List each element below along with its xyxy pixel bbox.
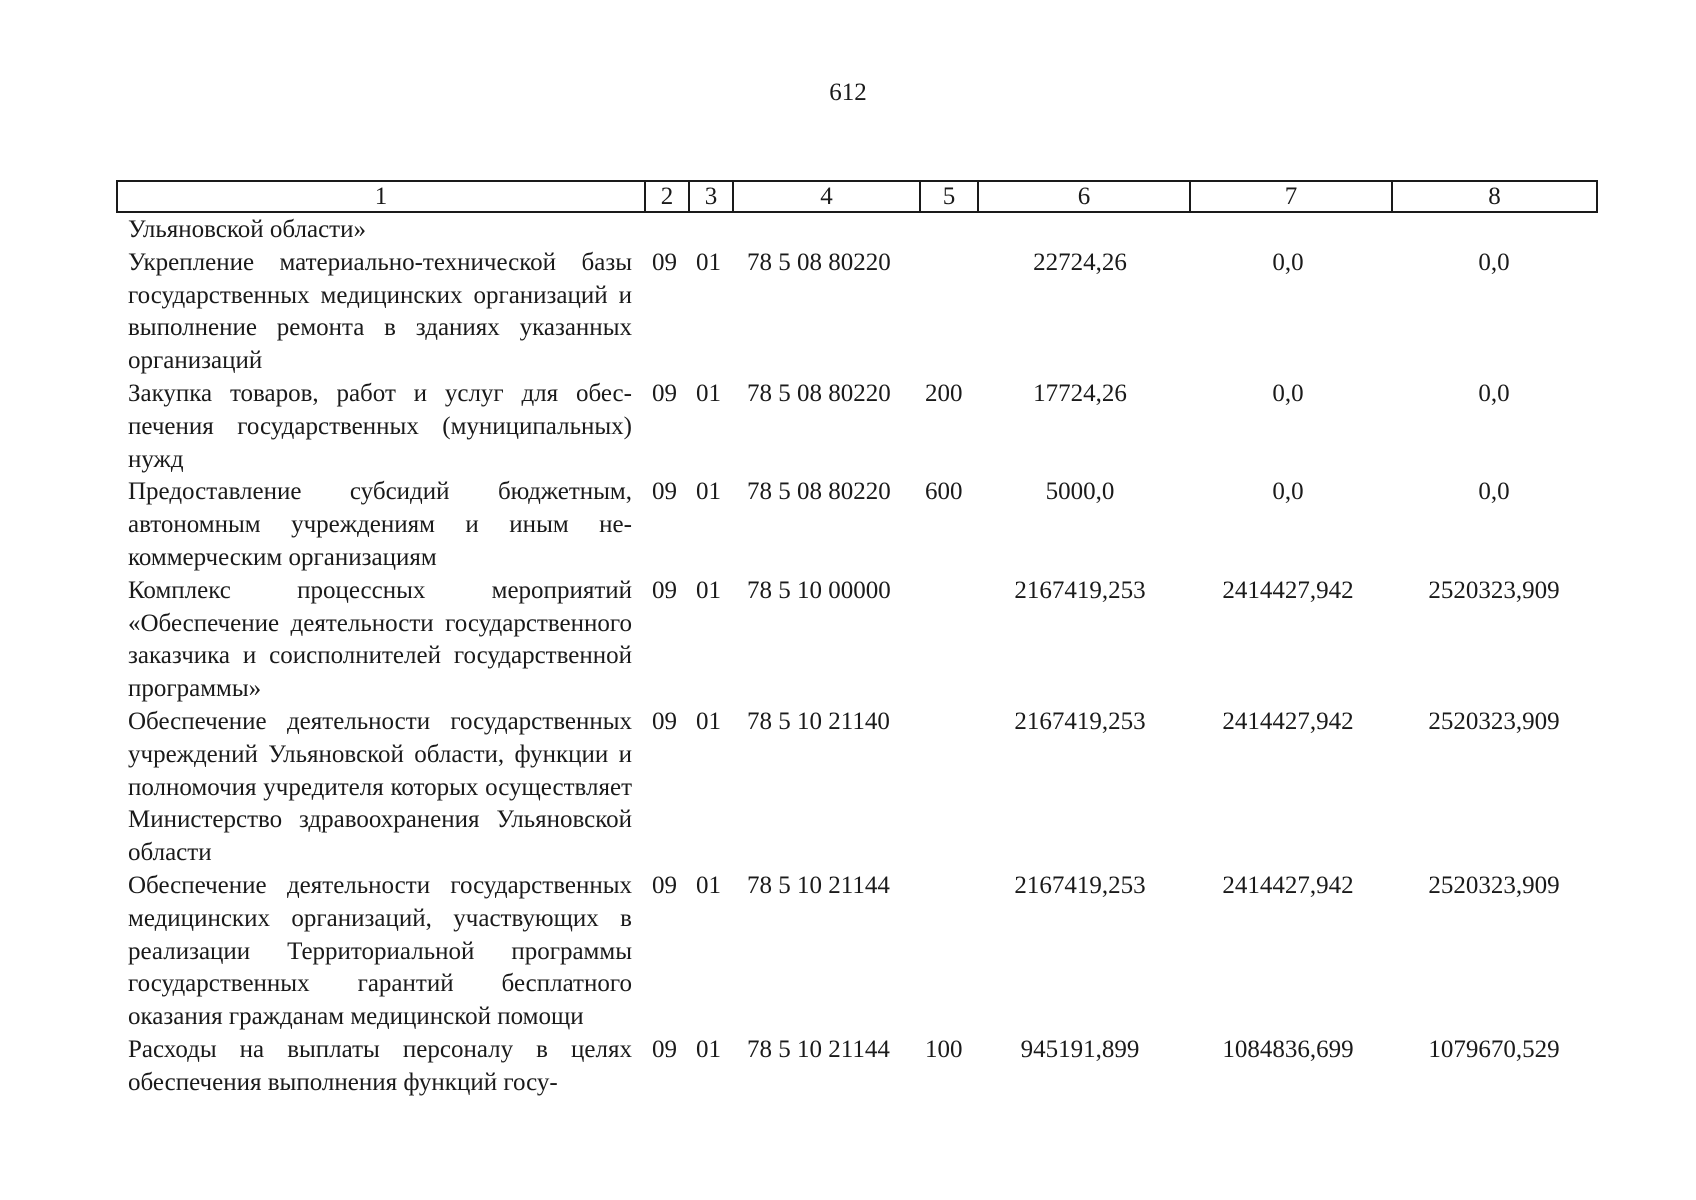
row-value-col7: 2414427,942 (1222, 707, 1354, 735)
table-row (0, 870, 1696, 1034)
row-section: 09 (652, 478, 677, 506)
row-expense-type: 100 (925, 1035, 963, 1063)
table-body (0, 214, 1696, 1100)
row-name: Обеспечение деятельности государственных медицинских организаций, участвующих в реализации Территориальной программы государственных гарантий бесплатного оказания гражданам медицинской помощи (128, 871, 632, 1031)
row-section: 09 (652, 1035, 677, 1063)
table-row (0, 706, 1696, 870)
row-name: Укрепление материально-технической базы государственных медицинских организаций и выполнение ремонта в зданиях указанных организаций (128, 248, 632, 375)
row-value-col8: 0,0 (1478, 478, 1510, 506)
row-value-col8: 0,0 (1478, 248, 1510, 276)
row-subsection: 01 (696, 248, 721, 276)
row-value-col6: 2167419,253 (1014, 707, 1146, 735)
row-value-col7: 0,0 (1272, 248, 1304, 276)
row-value-col6: 17724,26 (1033, 379, 1127, 407)
row-name: Расходы на выплаты персоналу в целях обеспечения выполнения функций госу- (128, 1035, 632, 1096)
row-expense-type: 600 (925, 478, 963, 506)
row-value-col7: 0,0 (1272, 478, 1304, 506)
row-section: 09 (652, 576, 677, 604)
row-target-code: 78 5 10 21140 (747, 707, 890, 735)
row-name: Обеспечение деятельности государственных учреждений Ульяновской области, функции и полномочия учредителя которых осуществляет Министерство здравоохранения Ульяновской области (128, 707, 632, 867)
row-subsection: 01 (696, 478, 721, 506)
row-target-code: 78 5 08 80220 (747, 478, 891, 506)
table-row (0, 575, 1696, 706)
row-value-col6: 945191,899 (1020, 1035, 1140, 1063)
row-subsection: 01 (696, 379, 721, 407)
header-col-6: 6 (979, 182, 1191, 211)
row-target-code: 78 5 08 80220 (747, 379, 891, 407)
row-name: Закупка товаров, работ и услуг для обеспечения государственных (муниципальных) нужд (128, 379, 632, 473)
row-value-col8: 2520323,909 (1428, 576, 1560, 604)
table-row (0, 476, 1696, 574)
table-header (116, 180, 1598, 213)
row-value-col8: 0,0 (1478, 379, 1510, 407)
row-target-code: 78 5 10 21144 (747, 1035, 890, 1063)
row-value-col7: 2414427,942 (1222, 576, 1354, 604)
row-value-col6: 22724,26 (1033, 248, 1127, 276)
row-value-col7: 2414427,942 (1222, 871, 1354, 899)
header-col-4: 4 (734, 182, 921, 211)
row-value-col7: 0,0 (1272, 379, 1304, 407)
row-value-col6: 2167419,253 (1014, 576, 1146, 604)
row-value-col6: 2167419,253 (1014, 871, 1146, 899)
header-col-1: 1 (118, 182, 646, 211)
page-number: 612 (829, 79, 867, 106)
row-target-code: 78 5 10 00000 (747, 576, 891, 604)
row-value-col8: 1079670,529 (1428, 1035, 1560, 1063)
row-name: Комплекс процессных мероприятий «Обеспечение деятельности государственного заказчика и соисполнителей государственной программы» (128, 576, 632, 703)
row-subsection: 01 (696, 871, 721, 899)
row-name: Ульяновской области» (128, 216, 366, 243)
row-section: 09 (652, 379, 677, 407)
header-col-7: 7 (1191, 182, 1393, 211)
row-section: 09 (652, 707, 677, 735)
header-col-5: 5 (921, 182, 979, 211)
row-target-code: 78 5 08 80220 (747, 248, 891, 276)
row-value-col8: 2520323,909 (1428, 707, 1560, 735)
row-target-code: 78 5 10 21144 (747, 871, 890, 899)
row-subsection: 01 (696, 707, 721, 735)
row-expense-type: 200 (925, 379, 963, 407)
row-name: Предоставление субсидий бюджетным, автономным учреждениям и иным некоммерческим организациям (128, 478, 632, 571)
row-value-col7: 1084836,699 (1222, 1035, 1354, 1063)
row-value-col6: 5000,0 (1045, 478, 1115, 506)
row-section: 09 (652, 248, 677, 276)
table-row (0, 214, 1696, 247)
row-value-col8: 2520323,909 (1428, 871, 1560, 899)
table-row (0, 378, 1696, 476)
row-subsection: 01 (696, 576, 721, 604)
row-subsection: 01 (696, 1035, 721, 1063)
header-col-3: 3 (690, 182, 734, 211)
header-col-8: 8 (1488, 183, 1501, 210)
header-col-2: 2 (646, 182, 690, 211)
table-row (0, 247, 1696, 378)
table-row (0, 1034, 1696, 1100)
row-section: 09 (652, 871, 677, 899)
